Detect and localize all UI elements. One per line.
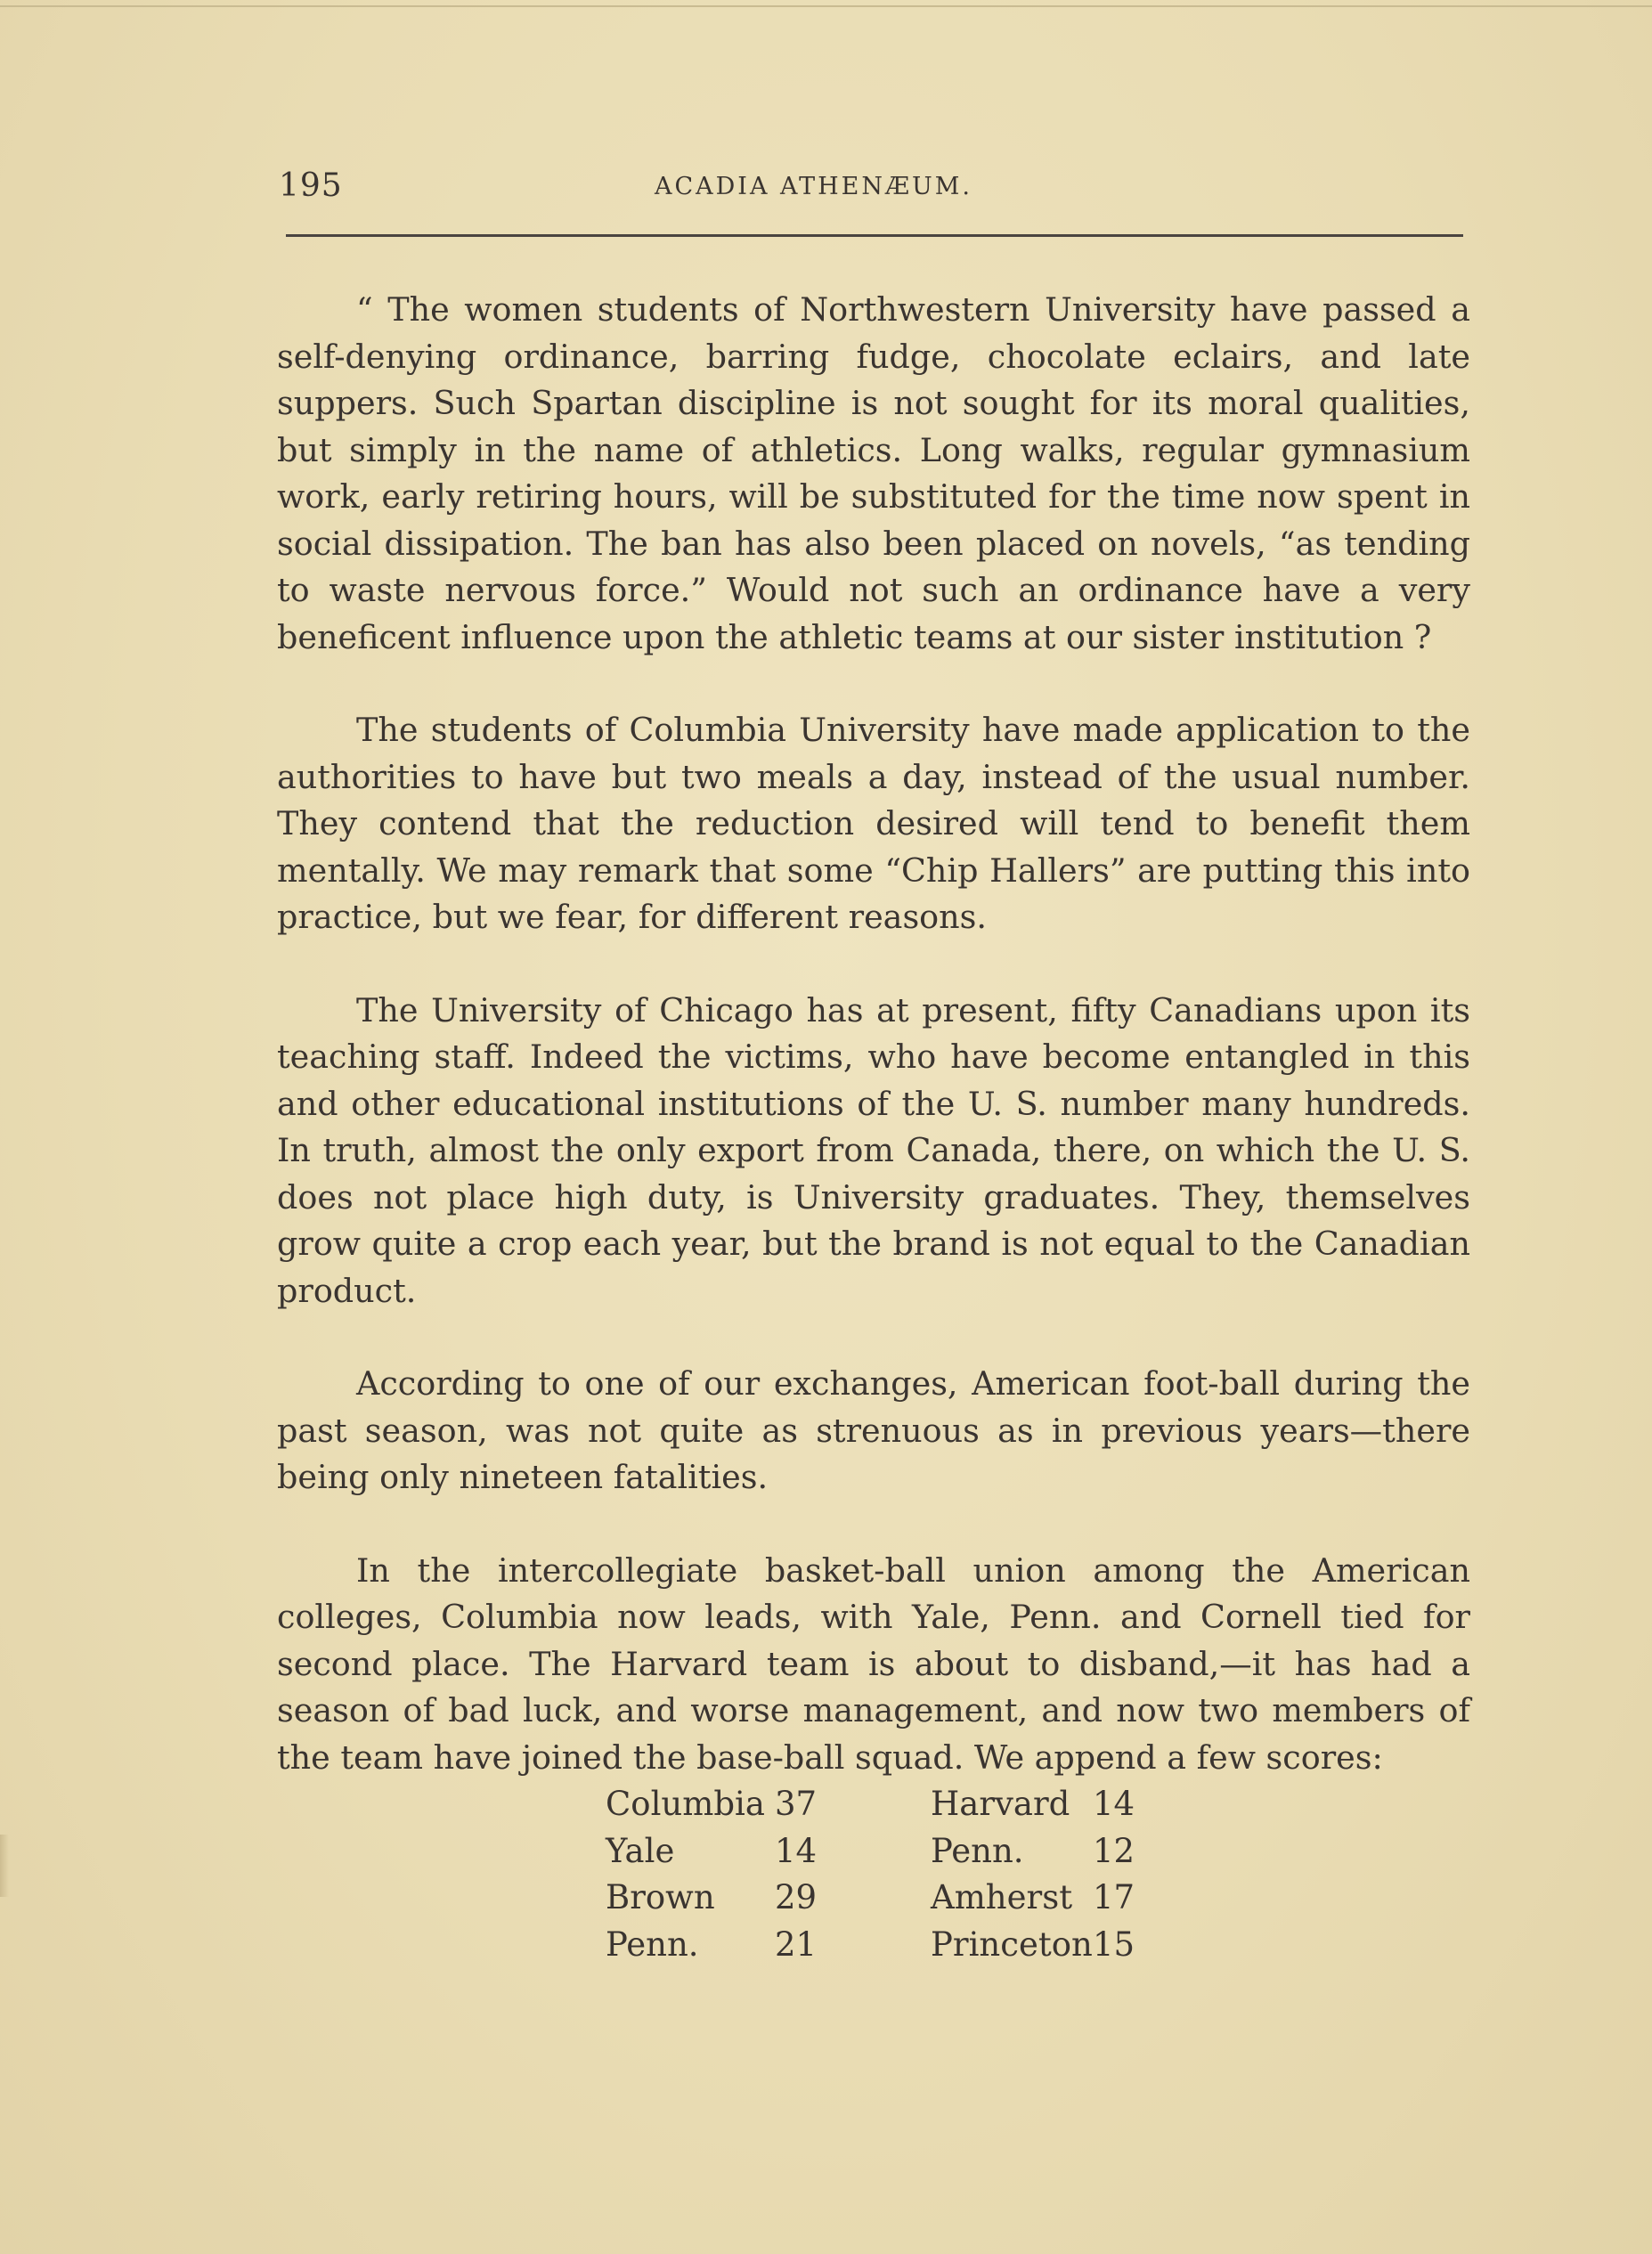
- article-body: [277, 287, 1470, 1827]
- scan-edge-mark: [0, 1835, 9, 1897]
- team-score: 12: [1093, 1831, 1135, 1870]
- paragraph-northwestern: “ The women students of Northwestern University have passed a self-denying ordinance, barring fudge, chocolate eclairs, and late suppers. Such Spartan discipline is not sought for its moral qualities, but simply in the name of athletics. Long walks, regular gymnasium work, early retiring hours, will be substituted for the time now spent in social dissipation. The ban has also been placed on novels, “as tending to waste nervous force.” Would not such an ordinance have a very beneficent influence upon the athletic teams at our sister institution ?: [277, 290, 1470, 656]
- running-title: ACADIA ATHENÆUM.: [655, 173, 972, 200]
- team-score: 17: [1093, 1878, 1135, 1916]
- team-name: Penn.: [931, 1831, 1024, 1870]
- team-name: Penn.: [606, 1924, 699, 1964]
- team-name: Amherst: [931, 1878, 1073, 1916]
- team-score: 21: [775, 1924, 818, 1964]
- team-name: Columbia: [606, 1785, 765, 1823]
- team-name: Brown: [606, 1878, 715, 1916]
- page-number: 195: [279, 167, 343, 204]
- team-score: 14: [1093, 1785, 1135, 1823]
- score-row: [606, 1781, 1184, 1828]
- team-score: 29: [775, 1878, 818, 1916]
- score-row: [606, 1828, 1184, 1876]
- team-name: Harvard: [931, 1785, 1070, 1823]
- page-header: [279, 167, 1463, 212]
- team-score: 37: [775, 1785, 818, 1823]
- score-row: [606, 1922, 1184, 1969]
- team-name: Yale: [606, 1831, 675, 1870]
- team-name: Princeton: [931, 1924, 1093, 1964]
- team-score: 15: [1093, 1924, 1135, 1964]
- score-row: [606, 1875, 1184, 1922]
- team-score: 14: [775, 1831, 818, 1870]
- paragraph-basketball: In the intercollegiate basket-ball union among the American colleges, Columbia now leads, with Yale, Penn. and Cornell tied for second place. The Harvard team is about to disband,—it has had a season of bad luck, and worse management, and now two members of the team have joined the base-ball squad. We append a few scores:: [277, 1550, 1470, 1777]
- scores-table: [606, 1781, 1184, 1968]
- paragraph-chicago: The University of Chicago has at present, fifty Canadians upon its teaching staff. Indeed the victims, who have become entangled in this and other educational institutions of the U. S. number many hundreds. In truth, almost the only export from Canada, there, on which the U. S. does not place high duty, is University graduates. They, themselves grow quite a crop each year, but the brand is not equal to the Canadian product.: [277, 990, 1470, 1310]
- scan-top-edge: [0, 5, 1652, 7]
- paragraph-football: According to one of our exchanges, American foot-ball during the past season, was not quite as strenuous as in previous years—there being only nineteen fatalities.: [277, 1364, 1470, 1496]
- paragraph-columbia: The students of Columbia University have made application to the authorities to have but two meals a day, instead of the usual number. They contend that the reduction desired will tend to benefit them mentally. We may remark that some “Chip Hallers” are putting this into practice, but we fear, for different reasons.: [277, 711, 1470, 936]
- header-rule: [286, 234, 1463, 237]
